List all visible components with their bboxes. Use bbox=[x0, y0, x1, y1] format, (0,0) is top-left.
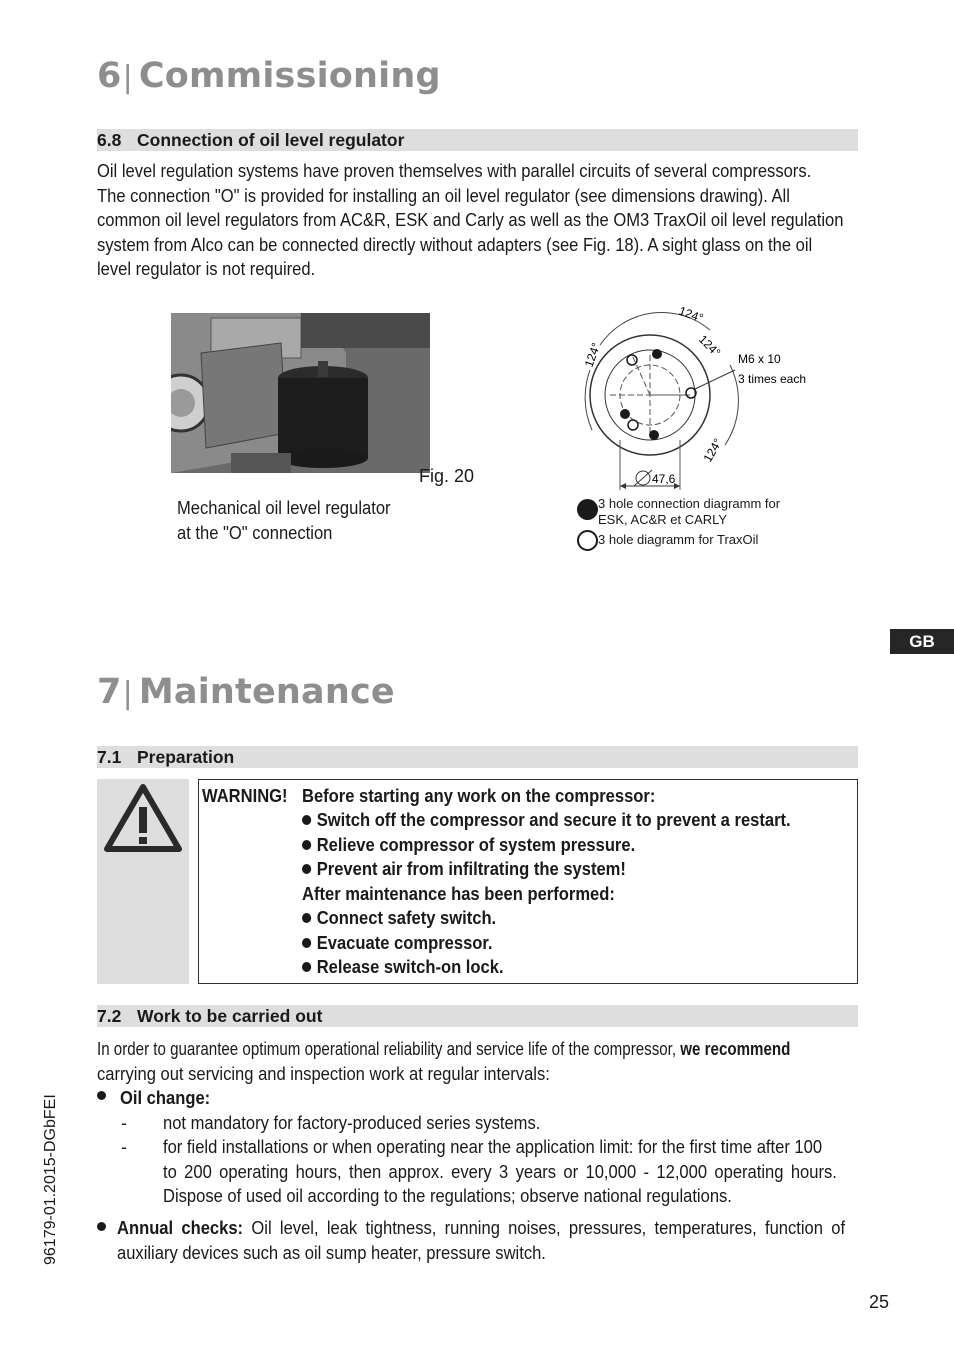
chapter-divider: | bbox=[122, 60, 133, 95]
bullet-icon bbox=[302, 840, 311, 850]
annual-line bbox=[117, 1216, 853, 1241]
chapter-number: 6 bbox=[97, 56, 122, 96]
paragraph-line: system from Alco can be connected directly without adapters (see Fig. 18). A sight glass on the oil bbox=[97, 234, 813, 255]
caption-line: at the "O" connection bbox=[177, 522, 333, 543]
diameter-label: 47,6 bbox=[652, 472, 676, 486]
warning-label: WARNING! bbox=[202, 786, 288, 806]
chapter-number: 7 bbox=[97, 672, 122, 712]
item-line: Dispose of used oil according to the regulations; observe national regulations. bbox=[163, 1186, 732, 1206]
warning-line: Release switch-on lock. bbox=[316, 957, 504, 977]
legend-open-dot-icon bbox=[577, 530, 598, 551]
section-7-2-intro bbox=[97, 1037, 937, 1086]
document-code: 96179-01.2015-DGbFEI bbox=[42, 1094, 59, 1265]
bolt-label: M6 x 10 bbox=[738, 352, 781, 366]
bullet-icon bbox=[97, 1091, 106, 1100]
section-number: 7.1 bbox=[97, 747, 122, 767]
legend-filled-line: ESK, AC&R et CARLY bbox=[598, 512, 728, 527]
warning-line: Switch off the compressor and secure it to prevent a restart. bbox=[316, 810, 791, 830]
dash-marker: - bbox=[121, 1137, 127, 1157]
paragraph-line: The connection "O" is provided for installing an oil level regulator (see dimensions drawing). All bbox=[97, 185, 790, 206]
chapter-title: Commissioning bbox=[138, 56, 441, 96]
warning-line: Before starting any work on the compressor: bbox=[302, 786, 656, 806]
oil-regulator-illustration bbox=[171, 313, 430, 473]
section-title: Preparation bbox=[137, 747, 235, 767]
warning-bullet bbox=[302, 810, 791, 831]
bullet-icon bbox=[302, 938, 311, 948]
warning-line: Connect safety switch. bbox=[316, 908, 497, 928]
paragraph-line: common oil level regulators from AC&R, ESK and Carly as well as the OM3 TraxOil oil level regulation bbox=[97, 210, 844, 230]
warning-icon-panel bbox=[97, 779, 189, 984]
item-line: to 200 operating hours, then approx. every 3 years or 10,000 - 12,000 operating hours. bbox=[163, 1161, 837, 1182]
bullet-icon bbox=[302, 962, 311, 972]
section-number: 6.8 bbox=[97, 130, 122, 150]
intro-text: In order to guarantee optimum operational reliability and service life of the compressor, bbox=[97, 1039, 677, 1059]
oil-regulator-photo bbox=[171, 313, 430, 473]
bullet-icon bbox=[302, 815, 311, 825]
paragraph-line: level regulator is not required. bbox=[97, 259, 316, 279]
oil-change-item bbox=[163, 1135, 923, 1209]
warning-line: After maintenance has been performed: bbox=[302, 884, 615, 904]
warning-box bbox=[97, 779, 858, 984]
chapter-7-heading bbox=[97, 672, 395, 712]
annual-checks bbox=[117, 1216, 917, 1265]
intro-emphasis: we recommend bbox=[680, 1039, 791, 1059]
legend-filled-dot-icon bbox=[577, 499, 598, 520]
figure-label: Fig. 20 bbox=[419, 466, 475, 486]
angle-label: 124° bbox=[695, 332, 724, 360]
caption-line: Mechanical oil level regulator bbox=[177, 498, 391, 518]
warning-bullet bbox=[302, 835, 635, 856]
section-title: Connection of oil level regulator bbox=[137, 130, 405, 150]
section-number: 7.2 bbox=[97, 1006, 122, 1026]
legend-filled-text bbox=[598, 496, 780, 528]
paragraph-line: Oil level regulation systems have proven themselves with parallel circuits of several compressors. bbox=[97, 161, 812, 181]
warning-line: Prevent air from infiltrating the system! bbox=[316, 859, 626, 879]
warning-triangle-icon bbox=[97, 779, 189, 869]
intro-line bbox=[97, 1037, 803, 1062]
chapter-title: Maintenance bbox=[138, 672, 395, 712]
dash-marker: - bbox=[121, 1113, 127, 1133]
annual-line: auxiliary devices such as oil sump heater, pressure switch. bbox=[117, 1242, 546, 1263]
bolt-count: 3 times each bbox=[738, 372, 807, 386]
bullet-icon bbox=[97, 1222, 106, 1231]
warning-bullet bbox=[302, 957, 504, 978]
bullet-icon bbox=[302, 913, 311, 923]
oil-change-item: not mandatory for factory-produced series systems. bbox=[163, 1113, 541, 1133]
section-6-8-paragraph bbox=[97, 159, 887, 282]
bullet-icon bbox=[302, 864, 311, 874]
warning-bullet bbox=[302, 933, 493, 954]
page-number: 25 bbox=[869, 1292, 890, 1312]
angle-label: 124° bbox=[700, 435, 726, 465]
section-7-1-header bbox=[97, 746, 858, 768]
legend-open-text: 3 hole diagramm for TraxOil bbox=[598, 532, 759, 547]
warning-line: Relieve compressor of system pressure. bbox=[316, 835, 636, 855]
warning-bullet bbox=[302, 859, 626, 880]
intro-line: carrying out servicing and inspection work at regular intervals: bbox=[97, 1063, 550, 1084]
legend-filled-line: 3 hole connection diagramm for bbox=[598, 496, 781, 511]
section-6-8-header bbox=[97, 129, 858, 151]
warning-text-panel bbox=[198, 779, 858, 984]
chapter-divider: | bbox=[122, 676, 133, 711]
warning-bullet bbox=[302, 908, 496, 929]
bolt-pattern-diagram bbox=[570, 300, 820, 500]
warning-line: Evacuate compressor. bbox=[316, 933, 493, 953]
figure-caption bbox=[177, 496, 409, 545]
section-title: Work to be carried out bbox=[137, 1006, 323, 1026]
oil-change-title: Oil change: bbox=[120, 1088, 211, 1108]
section-7-2-header bbox=[97, 1005, 858, 1027]
chapter-6-heading bbox=[97, 56, 441, 96]
angle-label: 124° bbox=[676, 303, 706, 326]
angle-label: 124° bbox=[581, 340, 604, 370]
annual-title: Annual checks: bbox=[117, 1218, 244, 1238]
item-line: for field installations or when operating near the application limit: for the first time after 100 bbox=[163, 1137, 823, 1157]
language-tab: GB bbox=[890, 629, 954, 654]
bolt-pattern-svg bbox=[570, 300, 820, 500]
annual-text: Oil level, leak tightness, running noises, pressures, temperatures, function of bbox=[251, 1218, 846, 1238]
